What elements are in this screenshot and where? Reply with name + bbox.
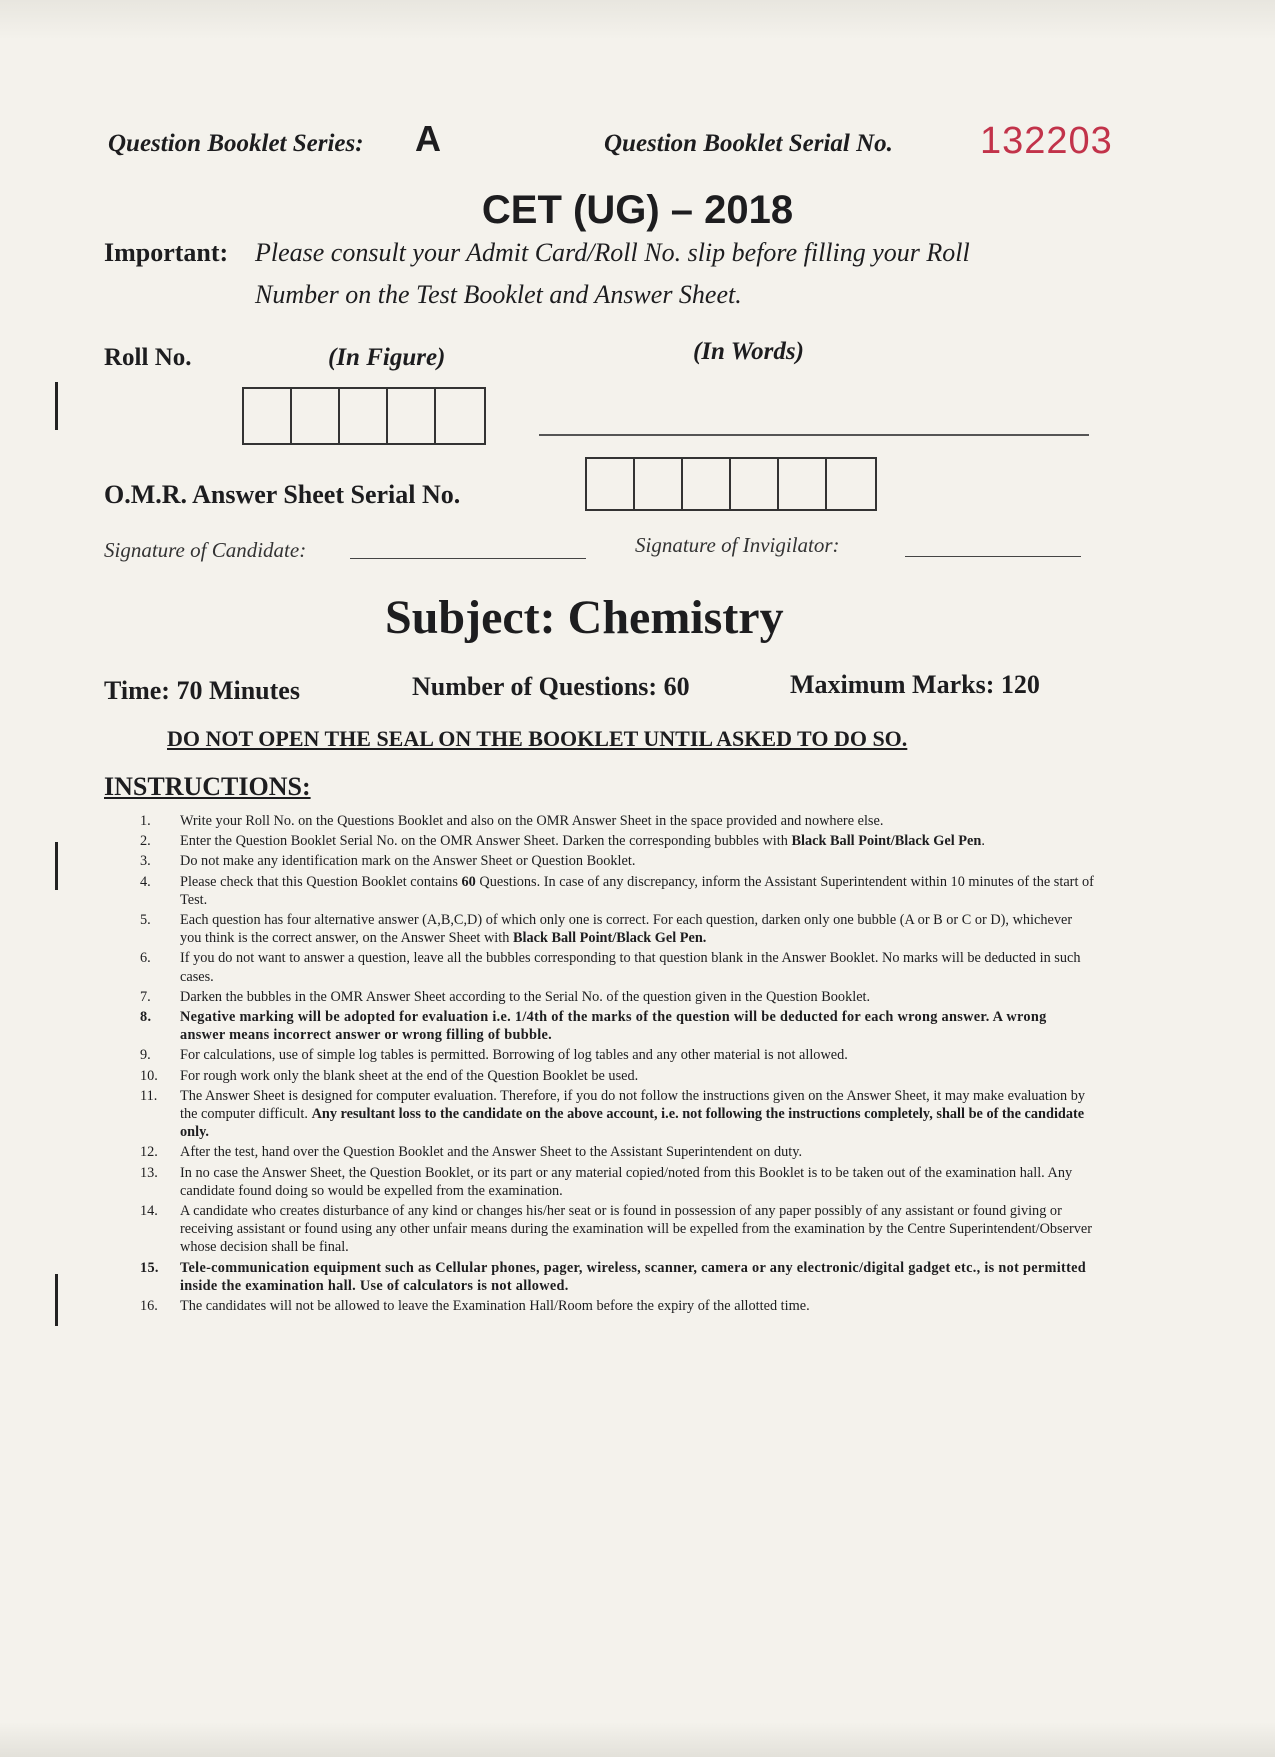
instruction-item	[140, 1087, 1095, 1142]
omr-digit-box[interactable]	[779, 459, 827, 509]
instruction-number: 15.	[140, 1259, 159, 1276]
roll-in-words-line[interactable]	[539, 434, 1089, 436]
roll-in-words-label: (In Words)	[693, 338, 804, 365]
scan-shadow-top	[0, 0, 1275, 40]
exam-time: Time: 70 Minutes	[104, 676, 300, 705]
instruction-number: 12.	[140, 1144, 158, 1161]
scan-margin-mark	[55, 382, 58, 430]
instruction-text: In no case the Answer Sheet, the Question Booklet, or its part or any material copied/noted from this Booklet is to be taken out of the examination hall. Any candidate found doing so would be expelled from the examination.	[180, 1164, 1073, 1199]
roll-digit-box[interactable]	[292, 389, 340, 443]
omr-digit-box[interactable]	[635, 459, 683, 509]
instruction-item	[140, 873, 1095, 909]
instruction-item	[140, 911, 1095, 947]
instruction-item	[140, 832, 1095, 850]
omr-digit-box[interactable]	[827, 459, 875, 509]
scan-shadow-bottom	[0, 1722, 1275, 1757]
instruction-number: 7.	[140, 988, 151, 1005]
instruction-item	[140, 1008, 1095, 1044]
instruction-number: 3.	[140, 853, 151, 870]
instruction-number: 9.	[140, 1047, 151, 1064]
instruction-text: For calculations, use of simple log tables is permitted. Borrowing of log tables and any other material is not allowed.	[180, 1047, 848, 1064]
instruction-text: A candidate who creates disturbance of any kind or changes his/her seat or is found in possession of any paper possibly of any assistant or found giving or receiving assistant or found using any other unfair means during the examination will be expelled from the examination by the Centre Superintendent/Observer whose decision shall be final.	[180, 1203, 1092, 1256]
invigilator-signature-line[interactable]	[905, 556, 1081, 557]
instruction-number: 1.	[140, 813, 151, 829]
instruction-number: 14.	[140, 1203, 158, 1220]
roll-number-label: Roll No.	[104, 344, 192, 371]
booklet-series-value: A	[415, 118, 441, 159]
instruction-number: 13.	[140, 1164, 158, 1181]
instruction-text: Darken the bubbles in the OMR Answer Sheet according to the Serial No. of the question given in the Question Booklet.	[180, 988, 871, 1005]
instruction-number: 5.	[140, 912, 151, 929]
scan-margin-mark	[55, 842, 58, 890]
instruction-item	[140, 852, 1095, 870]
number-of-questions: Number of Questions: 60	[412, 672, 690, 701]
scan-margin-mark	[55, 1274, 58, 1326]
important-label: Important:	[104, 238, 229, 267]
instruction-item	[140, 1067, 1095, 1085]
instruction-item	[140, 1297, 1095, 1315]
instruction-number: 11.	[140, 1087, 158, 1104]
instruction-bold-text: Black Ball Point/Black Gel Pen	[791, 833, 982, 850]
candidate-signature-line[interactable]	[350, 558, 586, 559]
instruction-number: 16.	[140, 1298, 158, 1315]
instruction-text: Each question has four alternative answer (A,B,C,D) of which only one is correct. For each question, darken only one bubble (A or B or C or D), whichever you think is the correct answer, on the Answer Sheet with	[180, 912, 1073, 947]
omr-digit-box[interactable]	[731, 459, 779, 509]
seal-warning: DO NOT OPEN THE SEAL ON THE BOOKLET UNTIL ASKED TO DO SO.	[167, 726, 908, 751]
instruction-number: 6.	[140, 950, 151, 967]
instruction-text: For rough work only the blank sheet at the end of the Question Booklet be used.	[180, 1067, 639, 1084]
instruction-bold-text: Black Ball Point/Black Gel Pen.	[512, 930, 707, 947]
instruction-text: Enter the Question Booklet Serial No. on the OMR Answer Sheet. Darken the corresponding bubbles with	[180, 833, 792, 850]
roll-digit-box[interactable]	[436, 389, 484, 443]
instruction-bold-text: Any resultant loss to the candidate on the above account, i.e. not following the instructions completely, shall be of the candidate only.	[180, 1106, 1085, 1141]
instruction-text: Negative marking will be adopted for evaluation i.e. 1/4th of the marks of the question will be deducted for each wrong answer. A wrong answer means incorrect answer or wrong filling of bubble.	[180, 1009, 1047, 1044]
instruction-item	[140, 812, 1095, 830]
instruction-text: After the test, hand over the Question Booklet and the Answer Sheet to the Assistant Superintendent on duty.	[180, 1144, 803, 1161]
instruction-number: 2.	[140, 833, 151, 850]
instruction-item	[140, 1143, 1095, 1161]
instruction-item	[140, 988, 1095, 1006]
booklet-series-label: Question Booklet Series:	[108, 130, 364, 157]
instruction-text: If you do not want to answer a question, leave all the bubbles corresponding to that question blank in the Answer Booklet. No marks will be deducted in such cases.	[180, 950, 1081, 985]
omr-digit-box[interactable]	[683, 459, 731, 509]
instructions-heading: INSTRUCTIONS:	[104, 772, 311, 801]
important-text-line-1: Please consult your Admit Card/Roll No. slip before filling your Roll	[255, 238, 970, 267]
instruction-text: Tele-communication equipment such as Cellular phones, pager, wireless, scanner, camera or any electronic/digital gadget etc., is not permitted inside the examination hall. Use of calculators is not allowed.	[180, 1259, 1087, 1294]
instructions-list	[140, 812, 1095, 1317]
roll-digit-box[interactable]	[340, 389, 388, 443]
instruction-text: The Answer Sheet is designed for computer evaluation. Therefore, if you do not follow the instructions given on the Answer Sheet, it may make evaluation by the computer difficult.	[180, 1087, 1085, 1123]
instruction-item	[140, 1202, 1095, 1257]
subject-title: Subject: Chemistry	[385, 591, 784, 644]
instruction-text: Please check that this Question Booklet contains	[180, 873, 462, 890]
booklet-serial-label: Question Booklet Serial No.	[604, 130, 893, 157]
instruction-text: The candidates will not be allowed to leave the Examination Hall/Room before the expiry of the allotted time.	[180, 1298, 810, 1315]
candidate-signature-label: Signature of Candidate:	[104, 538, 307, 562]
instruction-text: Write your Roll No. on the Questions Booklet and also on the OMR Answer Sheet in the space provided and nowhere else.	[180, 813, 884, 829]
instruction-item	[140, 949, 1095, 985]
roll-digit-box[interactable]	[244, 389, 292, 443]
instruction-item	[140, 1164, 1095, 1200]
instruction-item	[140, 1259, 1095, 1295]
instruction-number: 8.	[140, 1009, 152, 1026]
omr-serial-boxes[interactable]	[585, 457, 877, 511]
roll-number-boxes[interactable]	[242, 387, 486, 445]
instruction-item	[140, 1046, 1095, 1064]
roll-digit-box[interactable]	[388, 389, 436, 443]
important-text-line-2: Number on the Test Booklet and Answer Sheet.	[255, 280, 742, 309]
instruction-bold-text: 60	[461, 873, 476, 890]
instruction-tail-text: .	[981, 833, 985, 850]
omr-serial-label: O.M.R. Answer Sheet Serial No.	[104, 480, 461, 509]
instruction-tail-text: Questions. In case of any discrepancy, inform the Assistant Superintendent within 10 minutes of the start of Test.	[180, 873, 1094, 908]
invigilator-signature-label: Signature of Invigilator:	[635, 533, 840, 557]
exam-title: CET (UG) – 2018	[481, 188, 794, 232]
omr-digit-box[interactable]	[587, 459, 635, 509]
instruction-text: Do not make any identification mark on the Answer Sheet or Question Booklet.	[180, 853, 636, 870]
booklet-serial-number: 132203	[980, 120, 1113, 162]
roll-in-figure-label: (In Figure)	[328, 344, 446, 371]
maximum-marks: Maximum Marks: 120	[790, 670, 1040, 699]
instruction-number: 10.	[140, 1067, 158, 1084]
instruction-number: 4.	[140, 873, 151, 890]
